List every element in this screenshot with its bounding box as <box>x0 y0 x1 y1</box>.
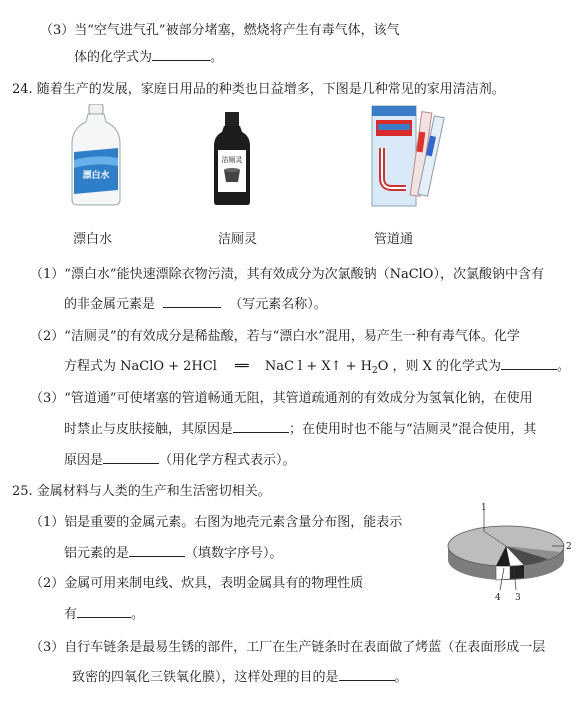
q24-item1-line1: （1）“漂白水”能快速漂除衣物污渍，其有效成分为次氯酸钠（NaClO），次氯酸钠中含有 <box>30 267 544 282</box>
q25-item3-line1: （3）自行车链条是最易生锈的部件，工厂在生产链条时在表面做了烤蓝（在表面形成一层 <box>30 640 546 655</box>
caption-bleach: 漂白水 <box>73 232 113 247</box>
q25-item3-line2 <box>72 668 408 687</box>
q24-item2-line1: （2）“洁厕灵”的有效成分是稀盐酸，若与“漂白水”混用，易产生一种有毒气体。化学 <box>30 329 520 344</box>
answer-blank[interactable] <box>233 420 289 433</box>
crust-element-pie-chart <box>440 502 572 606</box>
q24-item2-equation-left: 方程式为 NaClO + 2HCl <box>64 359 217 374</box>
q24-item3-line3 <box>64 451 296 470</box>
q24-item3-line2 <box>64 420 536 439</box>
pie-label-2: 2 <box>566 542 572 552</box>
period: 。 <box>394 670 408 685</box>
caption-drain-cleaner: 管道通 <box>374 232 414 247</box>
answer-blank[interactable] <box>129 544 185 557</box>
q25-item1-text-b: （填数字序号）。 <box>185 546 283 561</box>
q24-item3-text-c: 原因是 <box>64 453 104 468</box>
q24-item2-line2 <box>64 357 570 380</box>
answer-blank[interactable] <box>103 451 159 464</box>
answer-blank[interactable] <box>163 295 221 308</box>
q24-item2-question: O ，则 X 的化学式为 <box>377 359 502 374</box>
q23-item3-line1: （3）当“空气进气孔”被部分堵塞，燃烧将产生有毒气体，该气 <box>40 23 400 38</box>
q24-item3-text-d: （用化学方程式表示）。 <box>159 453 296 468</box>
q25-item2-line1: （2）金属可用来制电线、炊具，表明金属具有的物理性质 <box>30 576 364 591</box>
q24-item3-text-b: ；在使用时也不能与“洁厕灵”混合使用，其 <box>289 422 537 437</box>
toilet-cleaner-label-text: 洁厕灵 <box>221 156 243 164</box>
q23-item3-text: 体的化学式为 <box>74 50 153 65</box>
pie-label-4: 4 <box>495 593 501 603</box>
answer-blank[interactable] <box>339 668 395 681</box>
period: 。 <box>557 359 571 374</box>
answer-blank[interactable] <box>77 605 131 618</box>
q24-item1-text-a: 的非金属元素是 <box>64 297 156 312</box>
equation-equals-sign: ══ <box>235 359 247 374</box>
q25-item1-line1: （1）铝是重要的金属元素。右图为地壳元素含量分布图，能表示 <box>30 515 403 530</box>
q24-item2-equation-right: NaC l + X↑ + H <box>264 359 372 374</box>
drain-cleaner-package-image <box>368 102 446 210</box>
q24-item3-line1: （3）“管道通”可使堵塞的管道畅通无阻，其管道疏通剂的有效成分为氢氧化钠，在使用 <box>30 391 533 406</box>
pie-label-1: 1 <box>481 503 487 513</box>
q25-item1-line2 <box>64 544 283 563</box>
q25-stem: 25. 金属材料与人类的生产和生活密切相关。 <box>12 484 271 499</box>
answer-blank[interactable] <box>152 48 210 61</box>
q24-item3-text-a: 时禁止与皮肤接触，其原因是 <box>64 422 234 437</box>
period: 。 <box>131 607 145 622</box>
bleach-label-text: 漂白水 <box>82 171 110 181</box>
q24-item1-line2 <box>64 295 327 314</box>
subscript-2: 2 <box>372 366 378 376</box>
bleach-bottle-image <box>68 104 124 206</box>
q25-item3-text: 致密的四氧化三铁氧化膜），这样处理的目的是 <box>72 670 339 685</box>
answer-blank[interactable] <box>501 357 557 370</box>
q25-item2-line2 <box>64 605 144 624</box>
q24-stem: 24. 随着生产的发展，家庭日用品的种类也日益增多，下图是几种常见的家用清洁剂。 <box>12 82 505 97</box>
period: 。 <box>210 50 224 65</box>
q24-item1-text-b: （写元素名称）。 <box>229 297 327 312</box>
toilet-cleaner-bottle-image <box>212 112 252 206</box>
q23-item3-line2 <box>74 48 223 67</box>
q25-item2-text: 有 <box>64 607 78 622</box>
caption-toilet-cleaner: 洁厕灵 <box>218 232 258 247</box>
q25-item1-text-a: 铝元素的是 <box>64 546 130 561</box>
pie-label-3: 3 <box>515 593 521 603</box>
